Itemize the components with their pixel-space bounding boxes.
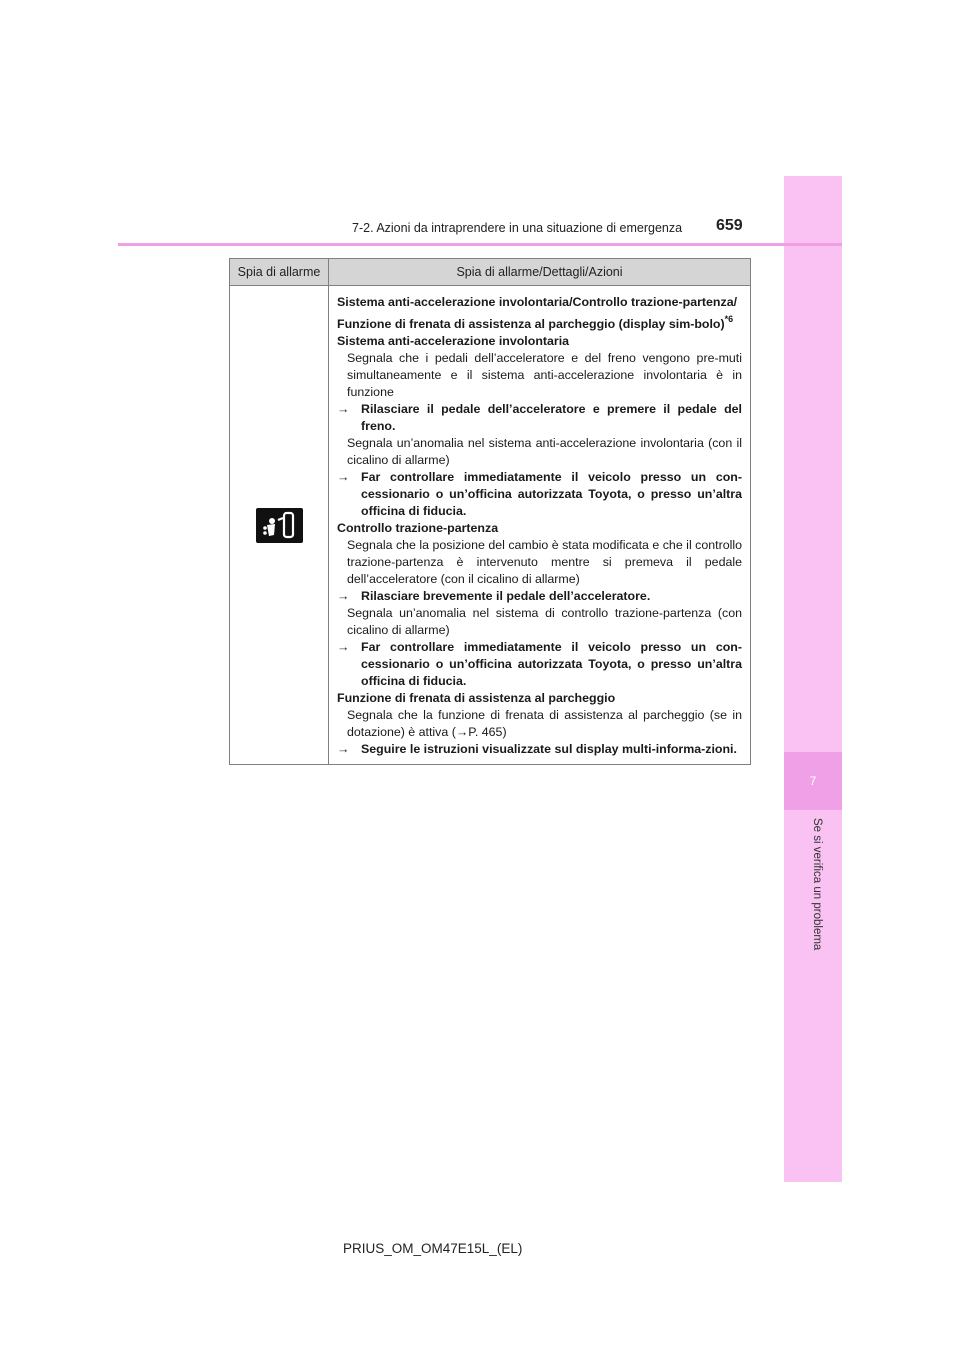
col-header-details: Spia di allarme/Dettagli/Azioni [329,259,751,286]
section-3-action-1 [337,741,742,758]
pedal-misapplication-warning-icon [256,508,303,543]
section-1-action-2 [337,469,742,520]
section-2-title: Controllo trazione-partenza [337,521,499,535]
section-title: 7-2. Azioni da intraprendere in una situazione di emergenza [352,221,683,235]
action-text: Seguire le istruzioni visualizzate sul display multi-informa-zioni. [361,742,737,756]
document-code: PRIUS_OM_OM47E15L_(EL) [343,1241,523,1256]
footnote-marker: *6 [724,314,734,324]
col-header-light: Spia di allarme [230,259,329,286]
section-2-text-1: Segnala che la posizione del cambio è stata modificata e che il controllo trazione-partenza è intervenuto mentre si premeva il pedale dell’acceleratore (con il cicalino di allarme) [347,538,742,586]
heading-line-2 [337,311,742,333]
action-text: Rilasciare brevemente il pedale dell’acceleratore. [361,589,651,603]
section-3-text-1: Segnala che la funzione di frenata di assistenza al parcheggio (se in dotazione) è attiva (→P. 465) [347,708,742,739]
chapter-number: 7 [784,752,842,810]
action-text: Far controllare immediatamente il veicolo presso un con-cessionario o un’officina autorizzata Toyota, o presso un’altra officina di fiducia. [361,470,742,518]
header-rule [118,243,842,246]
arrow-icon: → [337,470,350,484]
action-text: Rilasciare il pedale dell’acceleratore e premere il pedale del freno. [361,402,742,433]
details-cell [329,286,751,765]
section-2-text-2: Segnala un’anomalia nel sistema di controllo trazione-partenza (con cicalino di allarme) [347,606,742,637]
section-3-title: Funzione di frenata di assistenza al parcheggio [337,691,616,705]
page-number: 659 [716,217,743,234]
table-row [230,286,751,765]
section-1-text-1: Segnala che i pedali dell’acceleratore e del freno vengono pre-muti simultaneamente e il sistema anti-accelerazione involontaria è in funzione [347,351,742,399]
action-text: Far controllare immediatamente il veicolo presso un con-cessionario o un’officina autorizzata Toyota, o presso un’altra officina di fiducia. [361,640,742,688]
section-1-action-1 [337,401,742,435]
arrow-icon: → [337,742,350,756]
arrow-icon: → [337,640,350,654]
warning-light-table [229,258,751,765]
heading-line-2-text: Funzione di frenata di assistenza al parcheggio (display sim-bolo) [337,317,725,331]
arrow-icon: → [337,402,350,416]
chapter-title: Se si verifica un problema [811,818,823,951]
table-header-row [230,259,751,286]
section-2-action-2 [337,639,742,690]
icon-cell [230,286,329,765]
arrow-icon: → [337,589,350,603]
side-chapter-tab [784,176,842,1182]
section-1-title: Sistema anti-accelerazione involontaria [337,334,570,348]
heading-line-1: Sistema anti-accelerazione involontaria/Controllo trazione-partenza/ [337,295,738,309]
section-1-text-2: Segnala un’anomalia nel sistema anti-accelerazione involontaria (con il cicalino di allarme) [347,436,742,467]
section-2-action-1 [337,588,742,605]
